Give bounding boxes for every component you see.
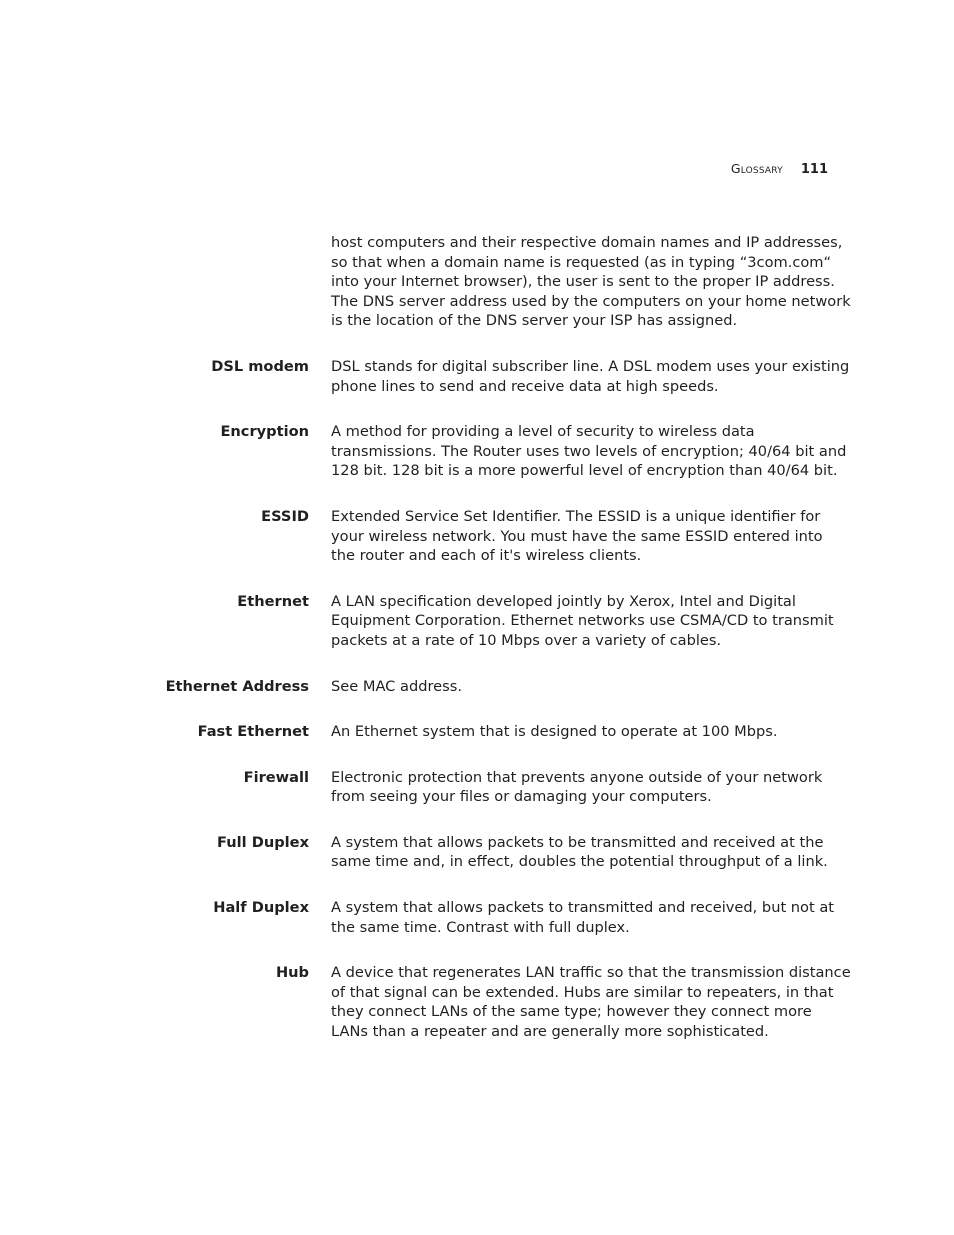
glossary-definition: A LAN specification developed jointly by Xerox, Intel and Digital Equipment Corporation. Ethernet networks use CSMA/CD to transmit packets at a rate of 10 Mbps over a variety of cables. <box>331 592 834 649</box>
glossary-entry-full-duplex <box>0 833 954 872</box>
glossary-definition: An Ethernet system that is designed to operate at 100 Mbps. <box>331 723 778 741</box>
glossary-definition: A method for providing a level of security to wireless data transmissions. The Router uses two levels of encryption; 40/64 bit and 128 bit. 128 bit is a more powerful level of encryption than 40/64 bit. <box>331 423 847 480</box>
glossary-term: Encryption <box>220 423 309 441</box>
glossary-term: Ethernet <box>237 592 309 610</box>
glossary-term: Ethernet Address <box>165 677 309 695</box>
glossary-definition: A device that regenerates LAN traffic so that the transmission distance of that signal can be extended. Hubs are similar to repeaters, in that they connect LANs of the same type; however they connect more LANs than a repeater and are generally more sophisticated. <box>331 964 851 1041</box>
glossary-entry-fast-ethernet <box>0 722 954 742</box>
running-header <box>731 160 828 179</box>
glossary-term: Hub <box>275 964 309 982</box>
glossary-term: Firewall <box>243 768 309 786</box>
glossary-entry-hub <box>0 963 954 1041</box>
glossary-entry-essid <box>0 507 954 566</box>
glossary-term: Half Duplex <box>213 899 309 917</box>
glossary-entry-encryption <box>0 422 954 481</box>
glossary-definition: A system that allows packets to be transmitted and received at the same time and, in effect, doubles the potential throughput of a link. <box>331 833 828 871</box>
glossary-entry-firewall <box>0 768 954 807</box>
glossary-term: DSL modem <box>211 357 309 375</box>
glossary-entry-dsl-modem <box>0 357 954 396</box>
glossary-definition: DSL stands for digital subscriber line. A DSL modem uses your existing phone lines to send and receive data at high speeds. <box>331 357 850 395</box>
continued-definition: host computers and their respective domain names and IP addresses, so that when a domain name is requested (as in typing “3com.com“ into your Internet browser), the user is sent to the proper IP address. The DNS server address used by the computers on your home network is the location of the DNS server your ISP has assigned. <box>331 234 851 330</box>
glossary-term: Fast Ethernet <box>197 723 309 741</box>
glossary-definition: Extended Service Set Identifier. The ESSID is a unique identifier for your wireless network. You must have the same ESSID entered into the router and each of it's wireless clients. <box>331 507 823 565</box>
glossary-entry-half-duplex <box>0 898 954 937</box>
section-title: Glossary <box>730 161 783 176</box>
glossary-entry-ethernet <box>0 592 954 651</box>
glossary-term: Full Duplex <box>217 833 309 851</box>
page-number: 111 <box>800 162 828 177</box>
glossary-definition: Electronic protection that prevents anyone outside of your network from seeing your files or damaging your computers. <box>331 768 823 806</box>
glossary-entry-ethernet-address <box>0 677 954 697</box>
glossary-content <box>0 233 954 1042</box>
glossary-term: ESSID <box>261 507 309 525</box>
glossary-definition: A system that allows packets to transmitted and received, but not at the same time. Contrast with full duplex. <box>331 899 835 936</box>
glossary-definition: See MAC address. <box>331 677 462 695</box>
